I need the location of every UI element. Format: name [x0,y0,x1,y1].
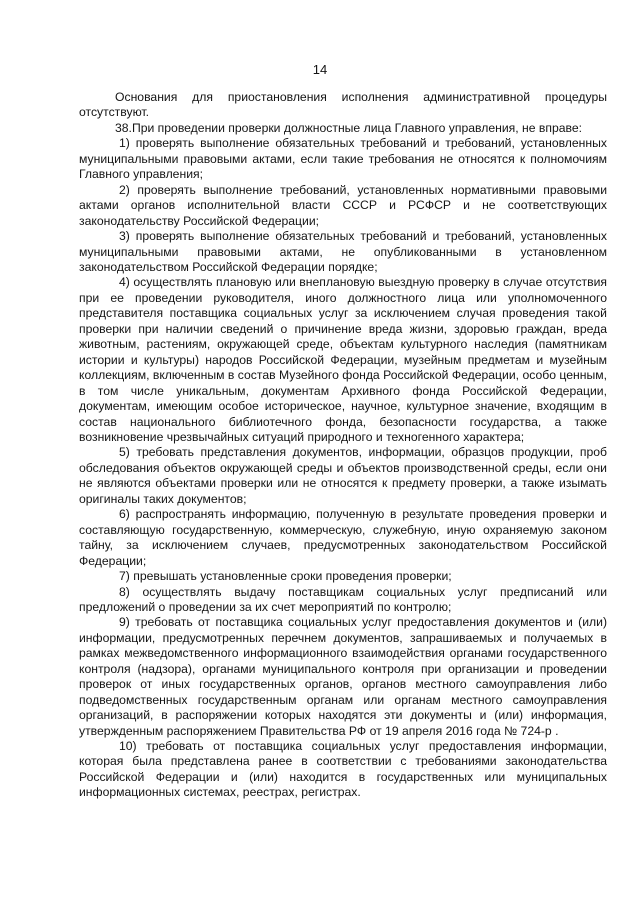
page-number: 14 [312,62,328,77]
list-item-7: 7) превышать установленные сроки проведения проверки; [119,569,452,584]
paragraph-grounds: Основания для приостановления исполнения административной процедуры отсутствуют. [79,90,607,120]
list-item-10: 10) требовать от поставщика социальных услуг предоставления информации, которая была представлена ранее в соответствии с требованиями законодательства Российской Федерации и (или) находится в государственных или муниципальных информационных системах, реестрах, регистрах. [79,739,607,800]
list-item-3: 3) проверять выполнение обязательных требований и требований, установленных муниципальными правовыми актами, не опубликованными в установленном законодательством Российской Федерации порядке; [79,229,607,274]
list-item-5: 5) требовать представления документов, информации, образцов продукции, проб обследования объектов окружающей среды и объектов производственной среды, если они не являются объектами проверки или не относятся к предмету проверки, а также изымать оригиналы таких документов; [79,445,607,506]
list-item-1: 1) проверять выполнение обязательных требований и требований, установленных муниципальными правовыми актами, если такие требования не относятся к полномочиям Главного управления; [79,136,607,182]
list-item-4: 4) осуществлять плановую или внеплановую выездную проверку в случае отсутствия при ее проведении руководителя, иного должностного лица или уполномоченного представителя поставщика социальных услуг за исключением случая проведения такой проверки при наличии сведений о причинение вреда жизни, здоровью граждан, вреда животным, растениям, окружающей среде, объектам культурного наследия (памятникам истории и культуры) народов Российской Федерации, музейным предметам и музейным коллекциям, включенным в состав Музейного фонда Российской Федерации, особо ценным, в том числе уникальным, документам Архивного фонда Российской Федерации, документам, имеющим особое историческое, научное, культурное значение, входящим в состав национального библиотечного фонда, безопасности государства, а также возникновение чрезвычайных ситуаций природного и техногенного характера; [79,275,607,444]
list-item-9: 9) требовать от поставщика социальных услуг предоставления документов и (или) информации, предусмотренных перечнем документов, запрашиваемых и получаемых в рамках межведомственного информационного взаимодействия органами государственного контроля (надзора), органами муниципального контроля при организации и проведении проверок от иных государственных органов, органов местного самоуправления либо подведомственных государственным органам или органам местного самоуправления организаций, в распоряжении которых находятся эти документы и (или) информация, утвержденным распоряжением Правительства РФ от 19 апреля 2016 года № 724-р . [79,615,607,738]
list-item-6: 6) распространять информацию, полученную в результате проведения проверки и составляющую государственную, коммерческую, служебную, иную охраняемую законом тайну, за исключением случаев, предусмотренных законодательством Российской Федерации; [79,507,607,568]
document-body [79,90,607,801]
list-item-8: 8) осуществлять выдачу поставщикам социальных услуг предписаний или предложений о проведении за их счет мероприятий по контролю; [79,584,607,614]
paragraph-item-38: 38.При проведении проверки должностные лица Главного управления, не вправе: [115,120,583,135]
list-item-2: 2) проверять выполнение требований, установленных нормативными правовыми актами органов исполнительной власти СССР и РСФСР и не соответствующих законодательству Российской Федерации; [79,182,607,228]
